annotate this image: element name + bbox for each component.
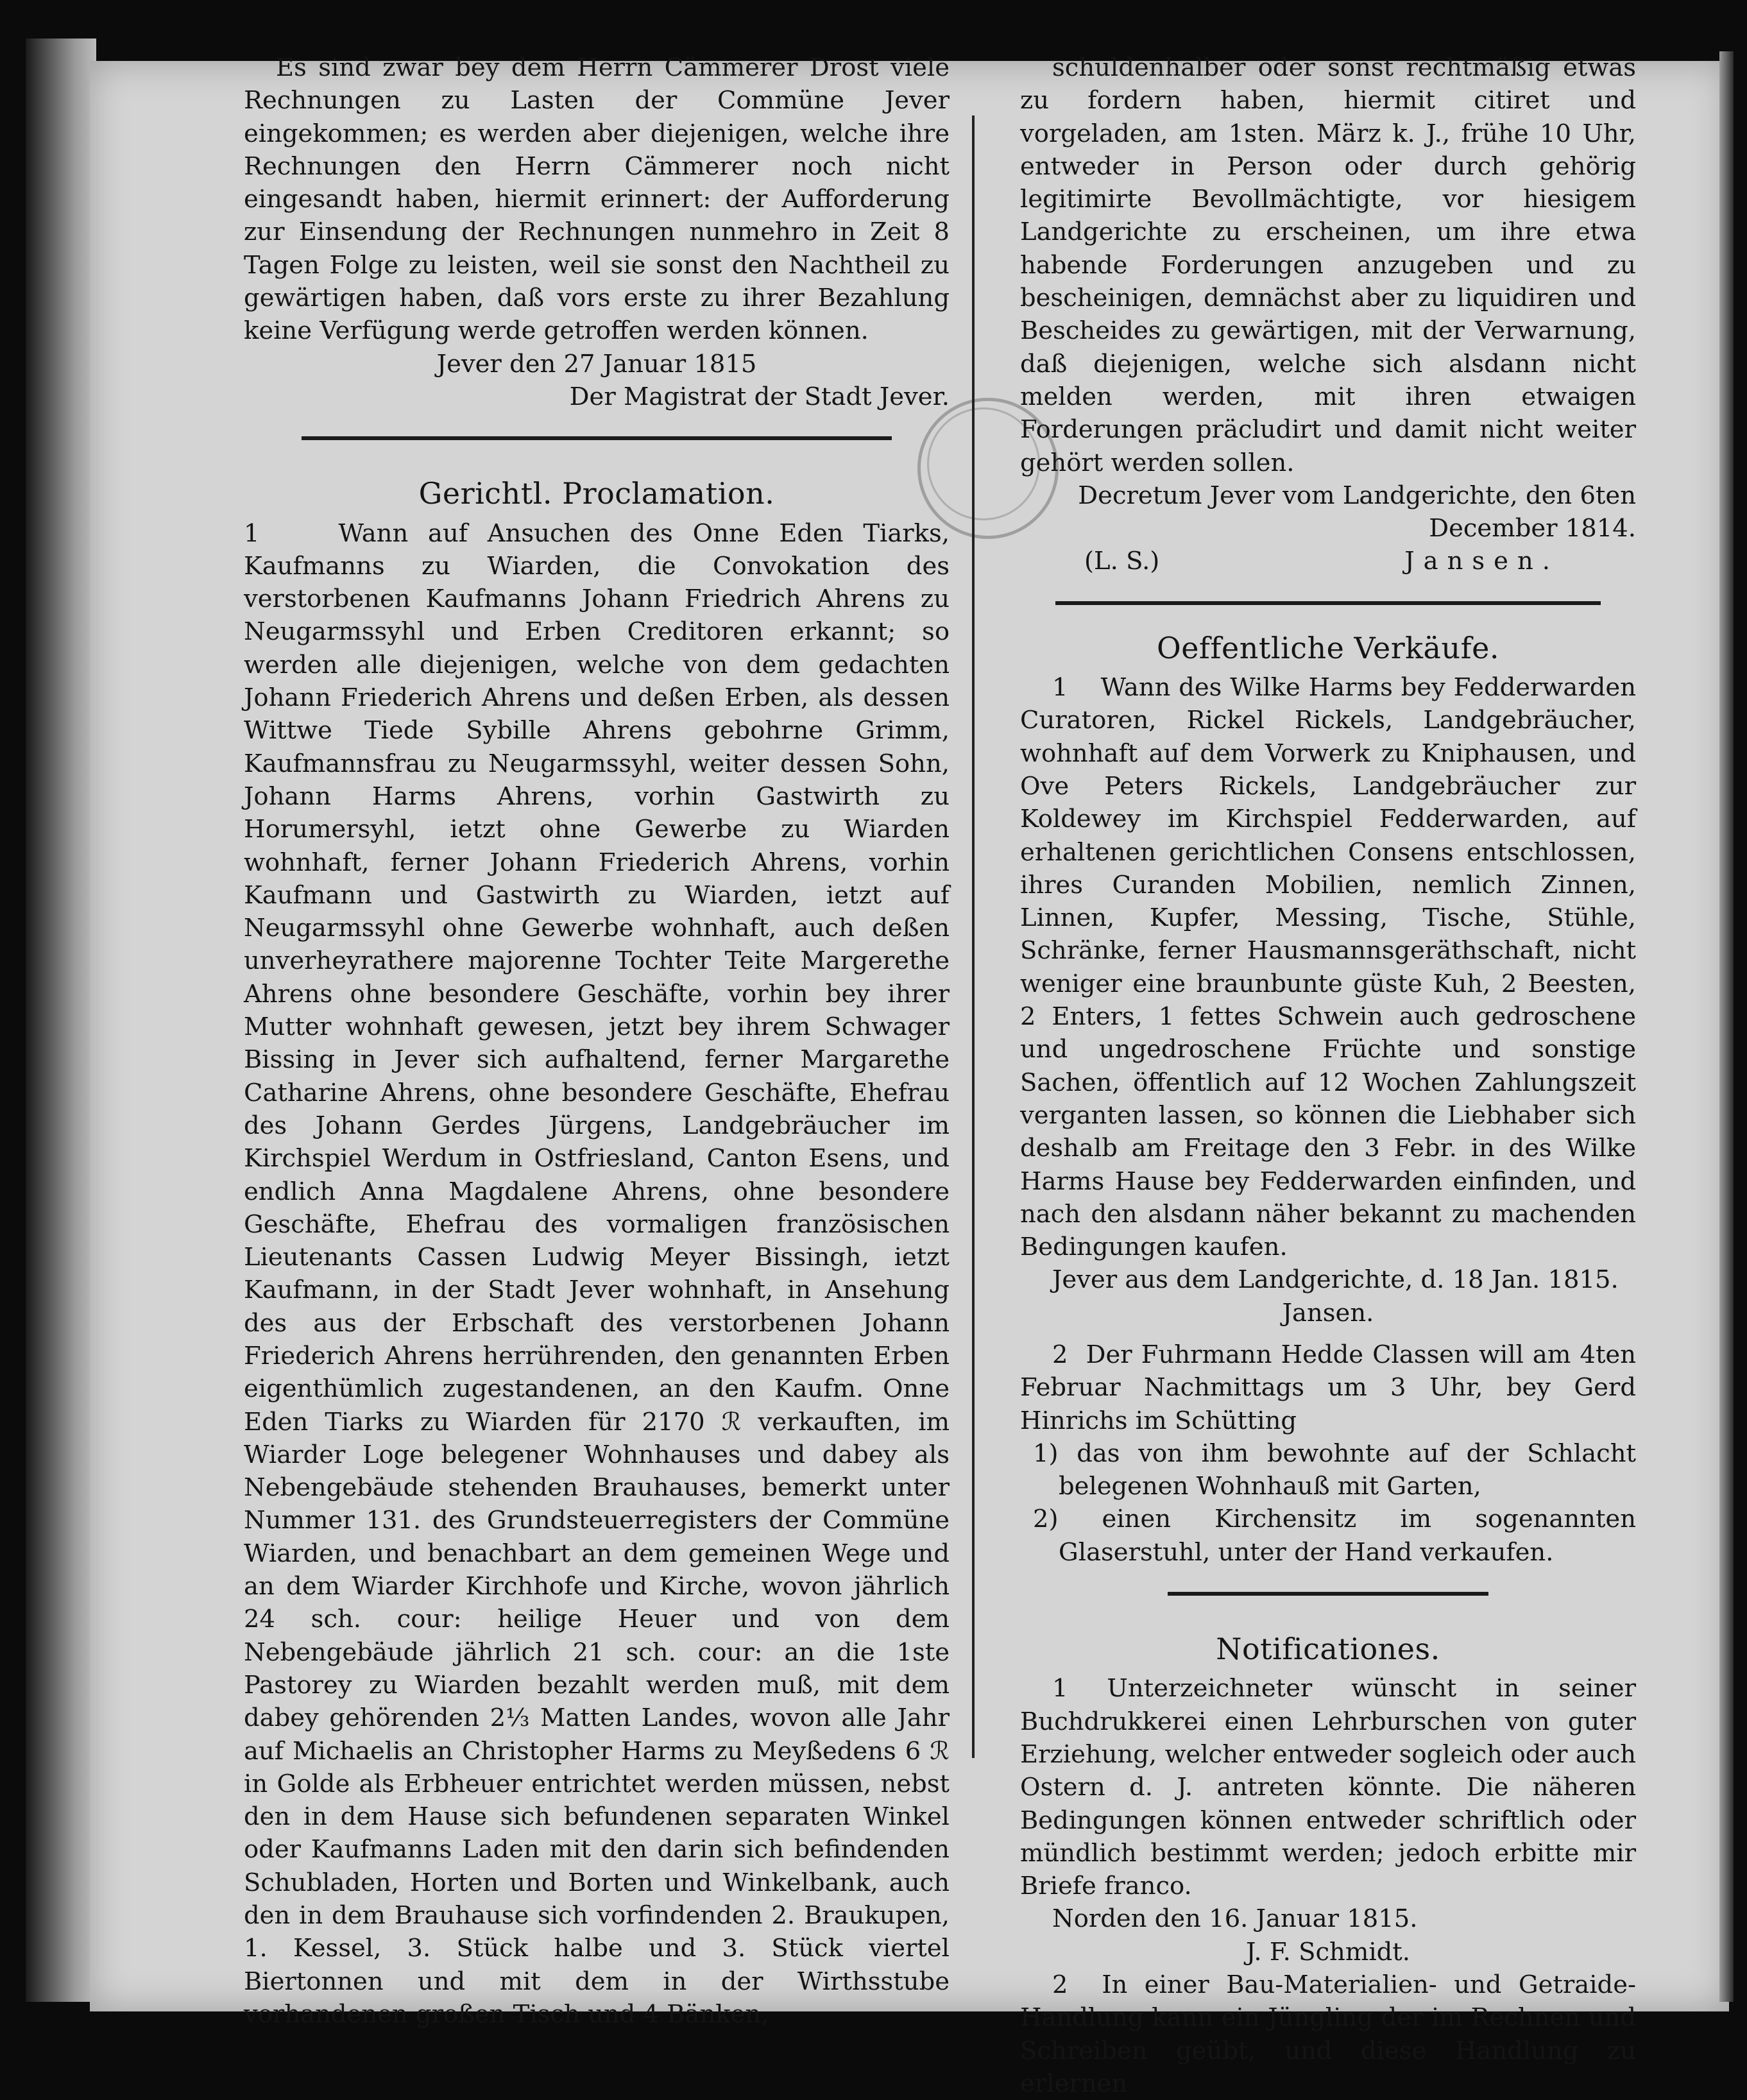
proclamation-number: 1 — [244, 518, 260, 548]
decree-signature-row — [1020, 545, 1636, 577]
notification-1-signature: J. F. Schmidt. — [1245, 1937, 1411, 1967]
notification-2 — [1020, 1968, 1636, 2100]
left-column — [244, 51, 950, 2031]
notification-2-text: In einer Bau-Materialien- und Getraide-Handlung kann ein Jüngling der im Rechnen und Schreiben geübt, und diese Handlung zu erlernen — [1020, 1970, 1636, 2098]
sale-1-text: Wann des Wilke Harms bey Fedderwarden Curatoren, Rickel Rickels, Landgebräucher, wohnhaft auf dem Vorwerk zu Kniphausen, und Ove Peters Rickels, Landgebräucher zur Koldewey im Kirchspiel Fedderwarden, auf erhaltenen gerichtlichen Consens entschlossen, ihres Curanden Mobilien, nemlich Zinnen, Linnen, Kupfer, Messing, Tische, Stühle, Schränke, ferner Hausmannsgeräthschaft, nicht weniger eine braunbunte güste Kuh, 2 Beesten, 2 Enters, 1 fettes Schwein auch gedroschene und ungedroschene Früchte und sonstige Sachen, öffentlich auf 12 Wochen Zahlungszeit verganten lassen, so können die Liebhaber sich deshalb am Freitage den 3 Febr. in des Wilke Harms Hause bey Fedderwarden einfinden, und nach den alsdann näher bekannt zu machenden Bedingungen kaufen. — [1020, 673, 1636, 1262]
seal-mark: (L. S.) — [1084, 547, 1160, 576]
sale-1-signature: Jansen. — [1282, 1298, 1374, 1327]
notification-2-number: 2 — [1052, 1970, 1068, 2000]
proclamation-text: Wann auf Ansuchen des Onne Eden Tiarks, Kaufmanns zu Wiarden, die Convokation des verstorbenen Kaufmanns Johann Friedrich Ahrens zu Neugarmssyhl und Erben Creditoren erkannt; so werden alle diejenigen, welche von dem gedachten Johann Friederich Ahrens und deßen Erben, als dessen Wittwe Tiede Sybille Ahrens gebohrne Grimm, Kaufmannsfrau zu Neugarmssyhl, weiter dessen Sohn, Johann Harms Ahrens, vorhin Gastwirth zu Horumersyhl, ietzt ohne Gewerbe zu Wiarden wohnhaft, ferner Johann Friederich Ahrens, vorhin Kaufmann und Gastwirth zu Wiarden, ietzt auf Neugarmssyhl ohne Gewerbe wohnhaft, auch deßen unverheyrathere majorenne Tochter Teite Margerethe Ahrens ohne besondere Geschäfte, vorhin bey ihrer Mutter wohnhaft gewesen, jetzt bey ihrem Schwager Bissing in Jever sich aufhaltend, ferner Margarethe Catharine Ahrens, ohne besondere Geschäfte, Ehefrau des Johann Gerdes Jürgens, Landgebräucher im Kirchspiel Werdum in Ostfriesland, Canton Esens, und endlich Anna Magdalene Ahrens, ohne besondere Geschäfte, Ehefrau des vormaligen französischen Lieutenants Cassen Ludwig Meyer Bissingh, ietzt Kaufmann, in der Stadt Jever wohnhaft, in Ansehung des aus der Erbschaft des verstorbenen Johann Friederich Ahrens herrührenden, den genannten Erben eigenthümlich zugestandenen, an den Kaufm. Onne Eden Tiarks zu Wiarden für 2170 ℛ verkauften, im Wiarder Loge belegener Wohnhauses und dabey als Nebengebäude stehenden Brauhauses, bemerkt unter Nummer 131. des Grundsteuerregisters der Commüne Wiarden, und benachbart an dem gemeinen Wege und an dem Wiarder Kirchhofe und Kirche, wovon jährlich 24 sch. cour: heilige Heuer und von dem Nebengebäude jährlich 21 sch. cour: an die 1ste Pastorey zu Wiarden bezahlt werden muß, mit dem dabey gehörenden 2⅓ Matten Landes, wovon alle Jahr auf Michaelis an Christopher Harms zu Meyßedens 6 ℛ in Golde als Erbheuer entrichtet werden müssen, nebst den in dem Hause sich befundenen separaten Winkel oder Kaufmanns Laden mit den darin sich befindenden Schubladen, Horten und Borten und Winkelbank, auch den in dem Brauhause sich vorfindenden 2. Braukupen, 1. Kessel, 3. Stück halbe und 3. Stück viertel Biertonnen und mit dem in der Wirthsstube vorhandenen großen Tisch und 4 Bänken, — [244, 518, 950, 2029]
magistrate-notice-text: Es sind zwar bey dem Herrn Cämmerer Drost viele Rechnungen zu Lasten der Commüne Jever eingekommen; es werden aber diejenigen, welche ihre Rechnungen den Herrn Cämmerer noch nicht eingesandt haben, hiermit erinnert: der Aufforderung zur Einsendung der Rechnungen nunmehro in Zeit 8 Tagen Folge zu leisten, weil sie sonst den Nachtheil zu gewärtigen haben, daß vors erste zu ihrer Bezahlung keine Verfügung werde getroffen werden können. — [244, 53, 950, 346]
sale-1-date: Jever aus dem Landgerichte, d. 18 Jan. 1815. — [1052, 1265, 1619, 1295]
section-divider — [302, 436, 892, 440]
notification-1 — [1020, 1672, 1636, 1902]
sale-1 — [1020, 671, 1636, 1263]
book-binding-edge — [26, 38, 96, 2002]
sale-2-item: 2) einen Kirchensitz im sogenannten Glaserstuhl, unter der Hand verkaufen. — [1033, 1505, 1636, 1567]
column-separator — [972, 115, 975, 1758]
notifications-heading: Notificationes. — [1216, 1632, 1440, 1667]
sale-2-item: 1) das von ihm bewohnte auf der Schlacht belegenen Wohnhauß mit Garten, — [1033, 1438, 1636, 1501]
proclamation-body — [244, 517, 950, 2031]
magistrate-notice-signature: Der Magistrat der Stadt Jever. — [569, 382, 950, 411]
section-divider — [1055, 601, 1601, 605]
magistrate-notice-date: Jever den 27 Januar 1815 — [436, 349, 757, 379]
sale-2-number: 2 — [1052, 1340, 1068, 1369]
right-column — [1020, 51, 1636, 2100]
sales-heading: Oeffentliche Verkäufe. — [1157, 630, 1499, 665]
sale-1-number: 1 — [1052, 673, 1068, 703]
proclamation-heading: Gerichtl. Proclamation. — [418, 476, 775, 511]
notification-1-date: Norden den 16. Januar 1815. — [1052, 1904, 1418, 1934]
sale-2 — [1020, 1338, 1636, 1437]
page-right-edge — [1719, 51, 1734, 2002]
decree-signature: Jansen. — [1404, 547, 1559, 576]
notification-1-text: Unterzeichneter wünscht in seiner Buchdrukkerei einen Lehrburschen von guter Erziehung, welcher entweder sogleich oder auch Ostern d. J. antreten könnte. Die näheren Bedingungen können entweder schriftlich oder mündlich bestimmt werden; jedoch erbitte mir Briefe franco. — [1020, 1674, 1636, 1901]
proclamation-continuation: schuldenhalber oder sonst rechtmäßig etwas zu fordern haben, hiermit citiret und vorgeladen, am 1sten. März k. J., frühe 10 Uhr, entweder in Person oder durch gehörig legitimirte Bevollmächtigte, vor hiesigem Landgerichte zu erscheinen, um ihre etwa habende Forderungen anzugeben und zu bescheinigen, demnächst aber zu liquidiren und Bescheides zu gewärtigen, mit der Verwarnung, daß diejenigen, welche sich alsdann nicht melden werden, mit ihren etwaigen Forderungen präcludirt und damit nicht weiter gehört werden sollen. — [1020, 53, 1636, 477]
decree-line: Decretum Jever vom Landgerichte, den 6ten December 1814. — [1078, 481, 1636, 543]
sale-2-text: Der Fuhrmann Hedde Classen will am 4ten Februar Nachmittags um 3 Uhr, bey Gerd Hinrichs im Schütting — [1020, 1340, 1636, 1435]
notification-1-number: 1 — [1052, 1674, 1068, 1703]
section-divider — [1168, 1592, 1488, 1596]
